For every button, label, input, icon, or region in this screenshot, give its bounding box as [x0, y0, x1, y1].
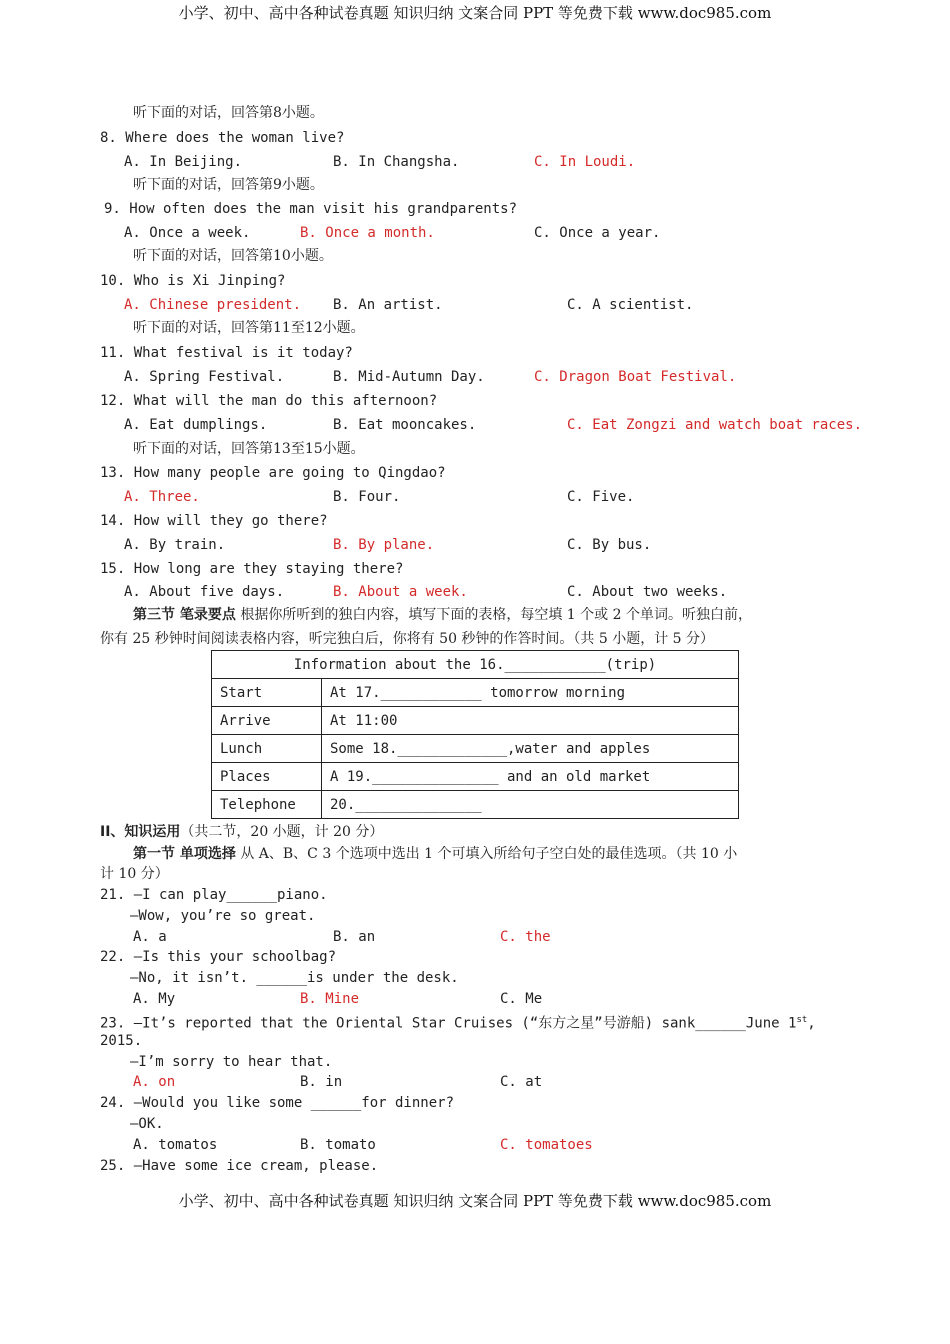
q24-opt-b: B. tomato [300, 1137, 376, 1153]
q23-opt-a: A. on [133, 1074, 176, 1090]
q24-reply: —OK. [130, 1116, 164, 1132]
question-stem: 15. How long are they staying there? [100, 561, 404, 577]
question-stem: 11. What festival is it today? [100, 345, 353, 361]
question-option: B. Eat mooncakes. [333, 417, 477, 433]
listening-intro: 听下面的对话，回答第11至12小题。 [133, 320, 365, 336]
question-option: B. Four. [333, 489, 401, 505]
section3-line2: 你有 25 秒钟时间阅读表格内容，听完独白后，你将有 50 秒钟的作答时间。（共 5 小题，计 5 分） [100, 631, 715, 647]
question-option: A. Three. [124, 489, 200, 505]
question-stem: 10. Who is Xi Jinping? [100, 273, 286, 289]
q23-opt-b: B. in [300, 1074, 343, 1090]
q24-opt-c: C. tomatoes [500, 1137, 593, 1153]
question-option: B. By plane. [333, 537, 435, 553]
q23-stem-cont: 2015. [100, 1033, 143, 1049]
section3-title: 第三节 笔录要点 [133, 607, 236, 623]
q22-opt-a: A. My [133, 991, 176, 1007]
question-stem: 13. How many people are going to Qingdao? [100, 465, 446, 481]
info-table [211, 650, 739, 819]
question-option: A. Eat dumplings. [124, 417, 268, 433]
question-option: A. Chinese president. [124, 297, 302, 313]
question-option: C. About two weeks. [567, 584, 728, 600]
page-footer: 小学、初中、高中各种试卷真题 知识归纳 文案合同 PPT 等免费下载 www.doc985.com [178, 1192, 772, 1210]
question-stem: 9. How often does the man visit his grandparents? [104, 201, 518, 217]
question-option: C. Once a year. [534, 225, 661, 241]
question-option: A. By train. [124, 537, 226, 553]
question-option: C. By bus. [567, 537, 652, 553]
q23-stem: 23. —It’s reported that the Oriental Star Cruises (“东方之星”号游船) sank______June 1st, [100, 1015, 816, 1032]
table-row: Telephone 20._______________ [212, 791, 739, 819]
q24-opt-a: A. tomatos [133, 1137, 218, 1153]
q21-reply: —Wow, you’re so great. [130, 908, 316, 924]
q21-opt-b: B. an [333, 929, 376, 945]
question-stem: 8. Where does the woman live? [100, 130, 345, 146]
info-table-title: Information about the 16.____________(trip) [212, 651, 739, 679]
q22-opt-c: C. Me [500, 991, 543, 1007]
listening-intro: 听下面的对话，回答第10小题。 [133, 248, 333, 264]
table-row: Arrive At 11:00 [212, 707, 739, 735]
q23-reply: —I’m sorry to hear that. [130, 1054, 333, 1070]
q22-opt-b: B. Mine [300, 991, 360, 1007]
question-option: B. Mid-Autumn Day. [333, 369, 485, 385]
q21-stem: 21. —I can play______piano. [100, 887, 328, 903]
q23-opt-c: C. at [500, 1074, 543, 1090]
question-option: C. A scientist. [567, 297, 694, 313]
table-row: Places A 19._______________ and an old market [212, 763, 739, 791]
listening-intro: 听下面的对话，回答第8小题。 [133, 105, 324, 121]
question-option: A. About five days. [124, 584, 285, 600]
q21-opt-c: C. the [500, 929, 551, 945]
question-option: B. About a week. [333, 584, 468, 600]
q24-stem: 24. —Would you like some ______for dinner? [100, 1095, 455, 1111]
question-option: B. An artist. [333, 297, 443, 313]
question-option: B. In Changsha. [333, 154, 460, 170]
table-row: Lunch Some 18._____________,water and apples [212, 735, 739, 763]
question-option: C. Five. [567, 489, 635, 505]
question-option: C. In Loudi. [534, 154, 636, 170]
q22-stem: 22. —Is this your schoolbag? [100, 949, 337, 965]
table-row: Start At 17.____________ tomorrow morning [212, 679, 739, 707]
q22-reply: —No, it isn’t. ______is under the desk. [130, 970, 459, 986]
part2-heading: II、知识运用（共二节，20 小题，计 20 分） [100, 824, 384, 840]
question-option: B. Once a month. [300, 225, 435, 241]
question-stem: 14. How will they go there? [100, 513, 328, 529]
question-option: A. In Beijing. [124, 154, 243, 170]
question-option: C. Eat Zongzi and watch boat races. [567, 417, 863, 433]
question-option: A. Once a week. [124, 225, 251, 241]
question-option: C. Dragon Boat Festival. [534, 369, 737, 385]
listening-intro: 听下面的对话，回答第9小题。 [133, 177, 324, 193]
part2-s1-line1: 第一节 单项选择 从 A、B、C 3 个选项中选出 1 个可填入所给句子空白处的最佳选项。（共 10 小 [133, 846, 738, 862]
question-stem: 12. What will the man do this afternoon? [100, 393, 438, 409]
question-option: A. Spring Festival. [124, 369, 285, 385]
q25-stem: 25. —Have some ice cream, please. [100, 1158, 379, 1174]
page-header: 小学、初中、高中各种试卷真题 知识归纳 文案合同 PPT 等免费下载 www.doc985.com [178, 4, 772, 22]
part2-s1-line2: 计 10 分） [100, 866, 169, 882]
section3-line1: 第三节 笔录要点 根据你所听到的独白内容，填写下面的表格，每空填 1 个或 2 个单词。听独白前， [133, 607, 752, 623]
q21-opt-a: A. a [133, 929, 167, 945]
listening-intro: 听下面的对话，回答第13至15小题。 [133, 441, 365, 457]
